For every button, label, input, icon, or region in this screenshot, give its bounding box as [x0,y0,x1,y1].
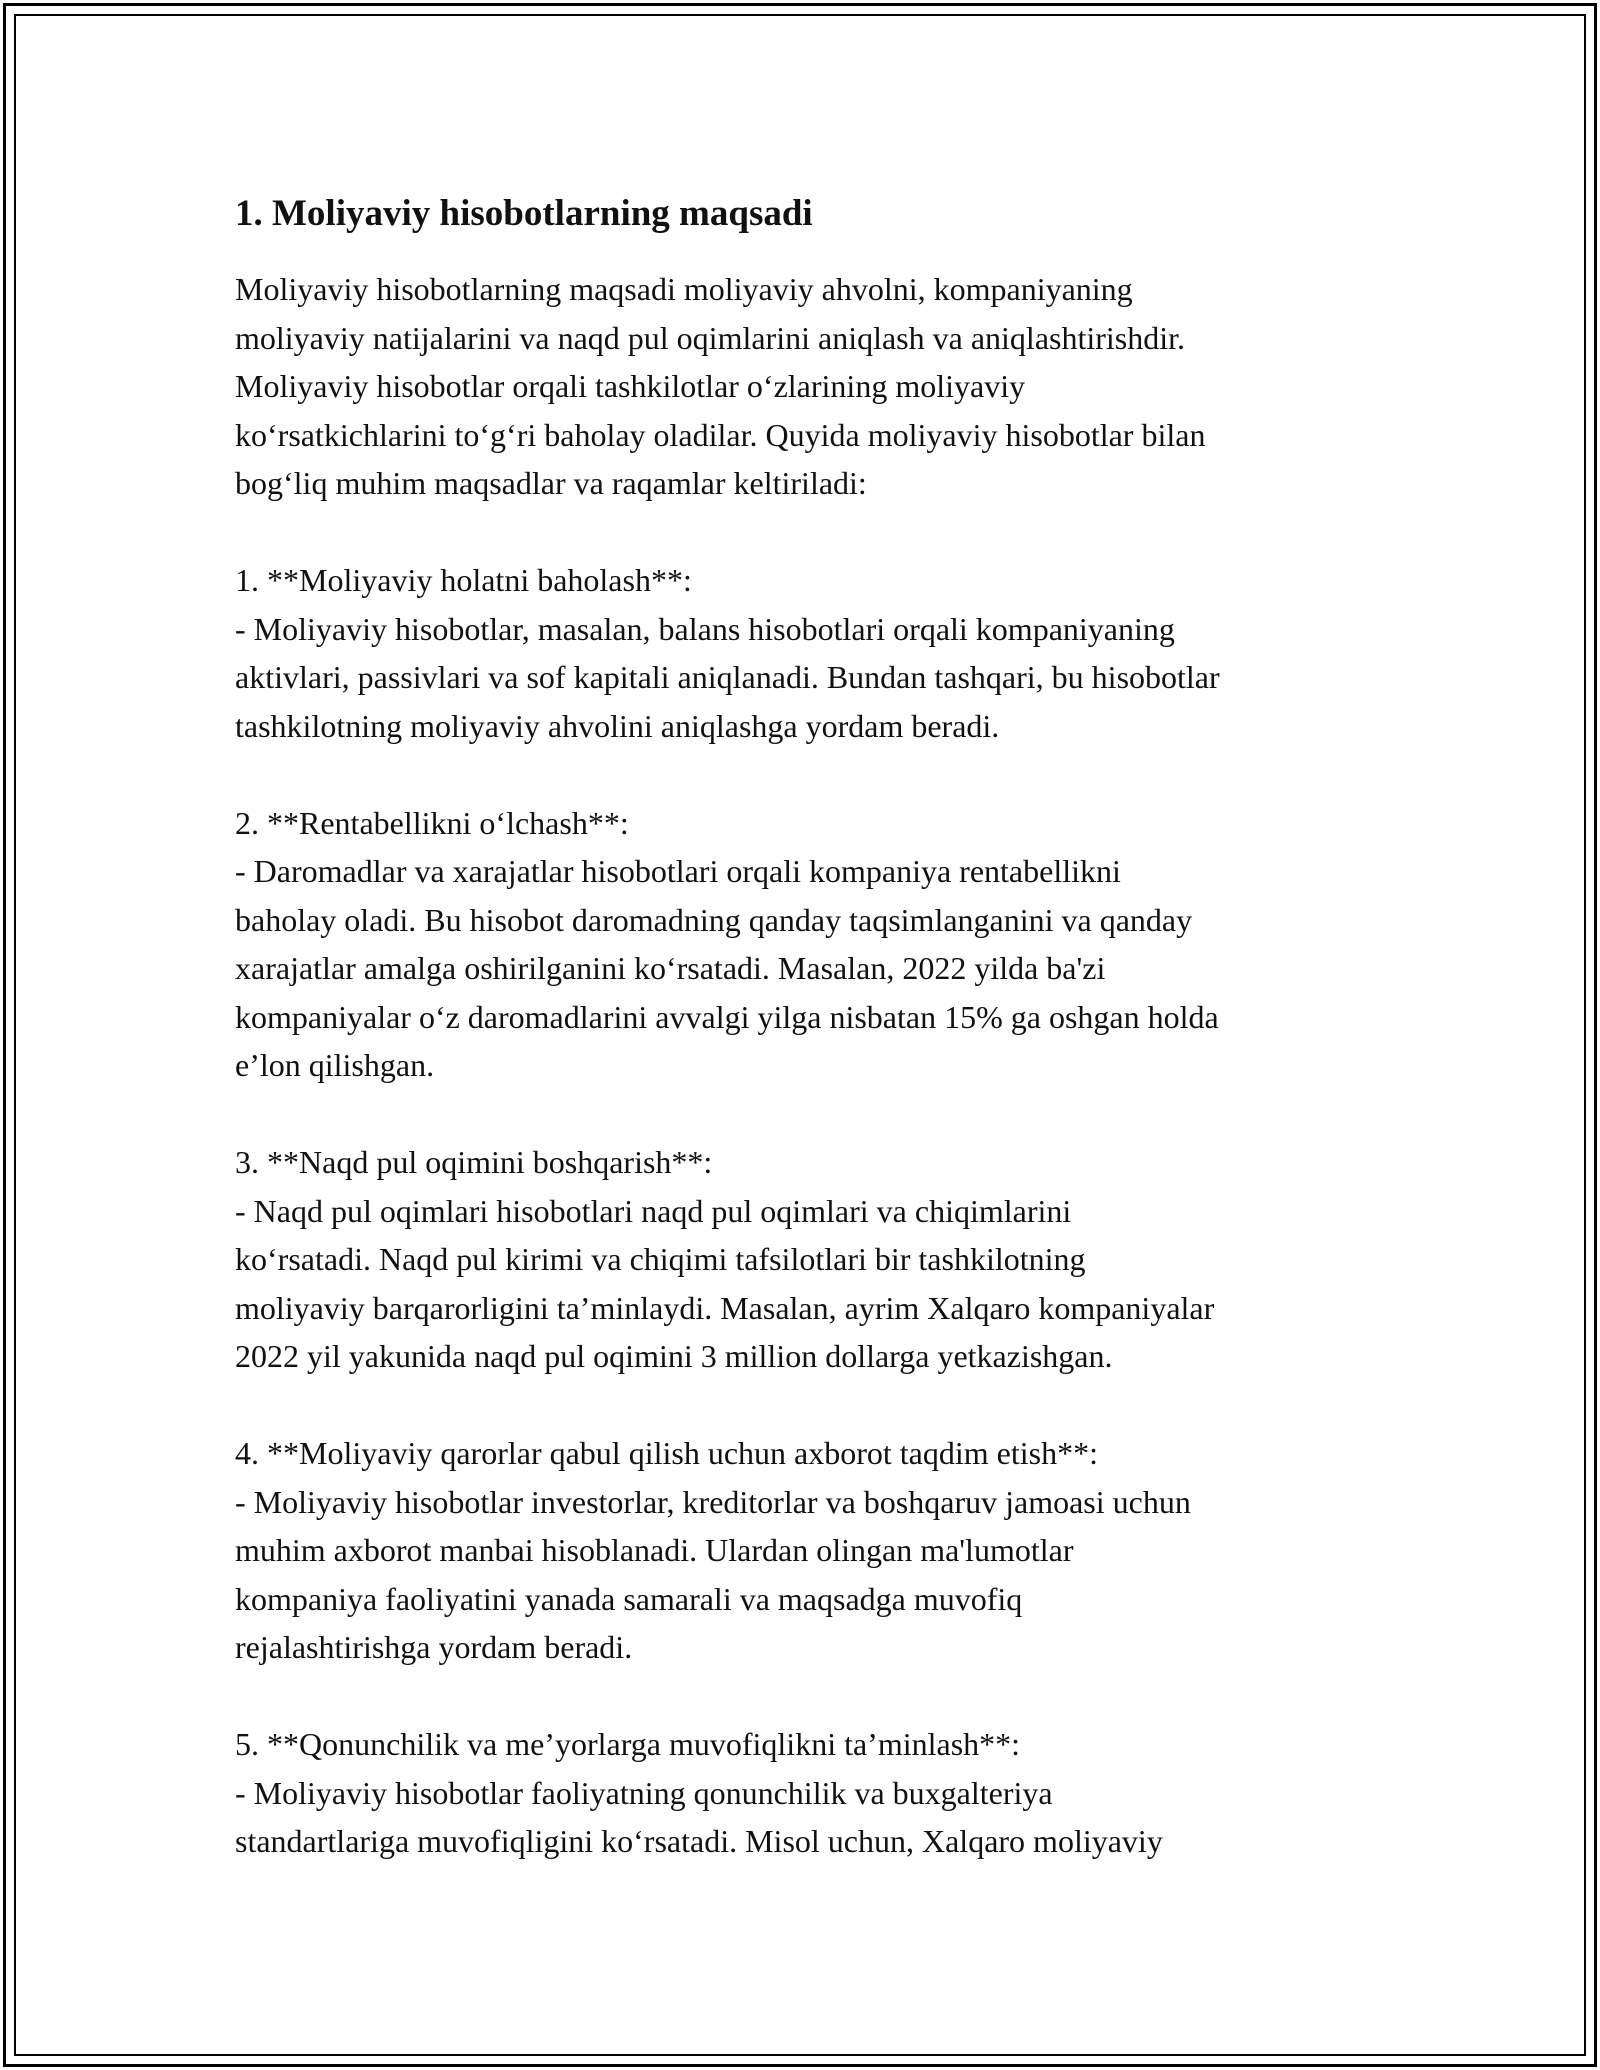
list-item-body: - Moliyaviy hisobotlar investorlar, kreditorlar va boshqaruv jamoasi uchun muhim axborot manbai hisoblanadi. Ulardan olingan ma'lumotlar kompaniya faoliyatini yanada samarali va maqsadga muvofiq rejalashtirishga yordam beradi. [235,1483,1191,1665]
list-item-body: - Moliyaviy hisobotlar, masalan, balans hisobotlari orqali kompaniyaning aktivlari, passivlari va sof kapitali aniqlanadi. Bundan tashqari, bu hisobotlar tashkilotning moliyaviy ahvolini aniqlashga yordam beradi. [235,610,1220,744]
list-item-2 [235,799,1415,1090]
list-item-title: 4. **Moliyaviy qarorlar qabul qilish uchun axborot taqdim etish**: [235,1435,1098,1471]
list-item-body: - Naqd pul oqimlari hisobotlari naqd pul oqimlari va chiqimlarini ko‘rsatadi. Naqd pul kirimi va chiqimi tafsilotlari bir tashkilotning moliyaviy barqarorligini ta’minlaydi. Masalan, ayrim Xalqaro kompaniyalar 2022 yil yakunida naqd pul oqimini 3 million dollarga yetkazishgan. [235,1192,1215,1374]
list-item-1 [235,556,1415,750]
list-item-title: 2. **Rentabellikni o‘lchash**: [235,804,629,841]
list-item-3 [235,1138,1415,1381]
list-item-title: 3. **Naqd pul oqimini boshqarish**: [235,1144,713,1180]
document-content [235,188,1415,1866]
list-item-5 [235,1720,1415,1866]
list-item-body: - Moliyaviy hisobotlar faoliyatning qonunchilik va buxgalteriya standartlariga muvofiqligini ko‘rsatadi. Misol uchun, Xalqaro moliyaviy [235,1774,1163,1859]
list-item-title: 1. **Moliyaviy holatni baholash**: [235,562,692,598]
list-item-title: 5. **Qonunchilik va me’yorlarga muvofiqlikni ta’minlash**: [235,1726,1021,1762]
list-item-4 [235,1429,1415,1672]
list-item-body: - Daromadlar va xarajatlar hisobotlari orqali kompaniya rentabellikni baholay oladi. Bu hisobot daromadning qanday taqsimlanganini va qanday xarajatlar amalga oshirilganini ko‘rsatadi. Masalan, 2022 yilda ba'zi kompaniyalar o‘z daromadlarini avvalgi yilga nisbatan 15% ga oshgan holda e’lon qilishgan. [235,853,1219,1083]
section-heading: 1. Moliyaviy hisobotlarning maqsadi [235,193,813,234]
intro-paragraph: Moliyaviy hisobotlarning maqsadi moliyaviy ahvolni, kompaniyaning moliyaviy natijalarini va naqd pul oqimlarini aniqlash va aniqlashtirishdir. Moliyaviy hisobotlar orqali tashkilotlar o‘zlarining moliyaviy ko‘rsatkichlarini to‘g‘ri baholay oladilar. Quyida moliyaviy hisobotlar bilan bog‘liq muhim maqsadlar va raqamlar keltiriladi: [235,271,1206,501]
